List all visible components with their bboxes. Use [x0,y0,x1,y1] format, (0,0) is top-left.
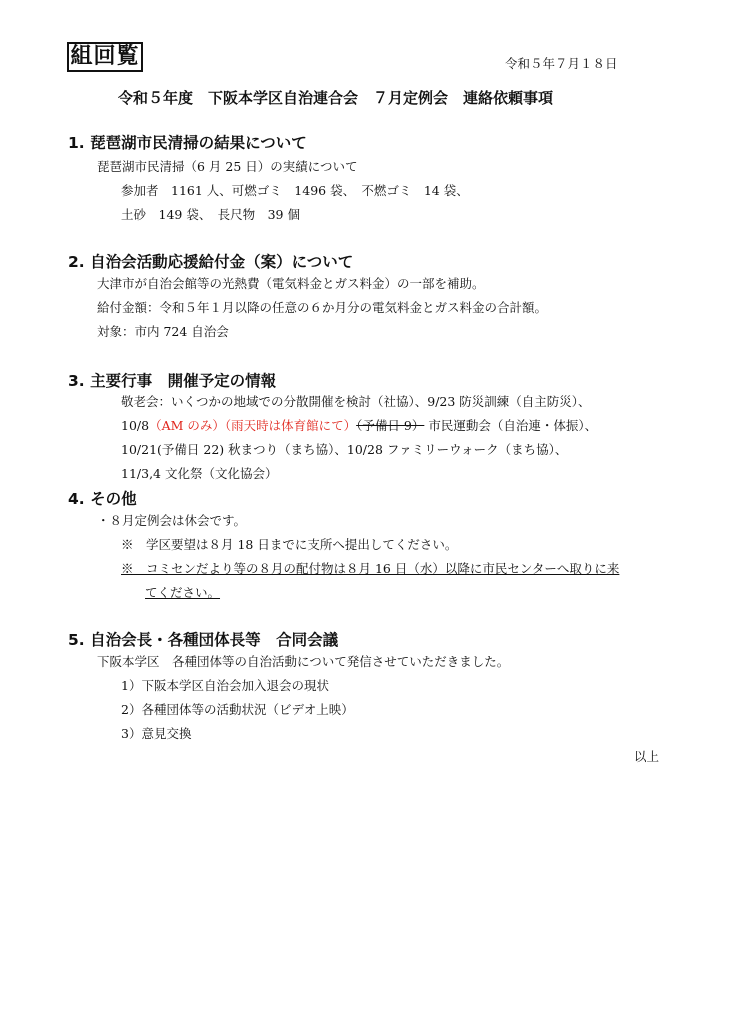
section-5-line: 下阪本学区 各種団体等の自治活動について発信させていただきました。 [97,654,510,669]
section-5-heading: 5. 自治会長・各種団体長等 合同会議 [68,631,339,649]
circulation-badge: 組回覧 [67,42,143,72]
section-1-line: 琵琶湖市民清掃（6 月 25 日）の実績について [97,159,358,174]
section-5-line: 3）意見交換 [121,726,192,741]
section-3-line: 11/3,4 文化祭（文化協会） [121,466,278,481]
event-struck-note: （予備日 9） [356,418,425,433]
closing-text: 以上 [634,749,660,764]
section-4-line: てください。 [145,585,221,600]
section-3-line [121,416,597,434]
section-5-line: 1）下阪本学区自治会加入退会の現状 [121,678,329,693]
event-date: 10/8 [121,418,150,433]
section-4-line: ※ コミセンだより等の８月の配付物は８月 16 日（水）以降に市民センターへ取りに来 [121,561,620,576]
section-2-line: 給付金額：令和５年１月以降の任意の６か月分の電気料金とガス料金の合計額。 [97,300,548,315]
section-1-line: 参加者 1161 人、可燃ゴミ 1496 袋、 不燃ゴミ 14 袋、 [121,183,469,198]
section-3-line: 敬老会：いくつかの地域での分散開催を検討（社協）、9/23 防災訓練（自主防災）、 [121,394,591,409]
section-2-line: 大津市が自治会館等の光熱費（電気料金とガス料金）の一部を補助。 [97,276,485,291]
section-3-line: 10/21(予備日 22) 秋まつり（まち協）、10/28 ファミリーウォーク（まち協）、 [121,442,568,457]
section-2-heading: 2. 自治会活動応援給付金（案）について [68,253,354,271]
section-4-heading: 4. その他 [68,490,137,508]
section-1-heading: 1. 琵琶湖市民清掃の結果について [68,134,307,152]
event-name: 市民運動会（自治連・体振）、 [428,418,598,433]
event-note-red: （AM のみ）（雨天時は体育館にて） [149,418,357,433]
document-date: 令和５年７月１８日 [505,56,618,71]
document-title: 令和５年度 下阪本学区自治連合会 ７月定例会 連絡依頼事項 [118,89,554,107]
section-4-line: ※ 学区要望は８月 18 日までに支所へ提出してください。 [121,537,458,552]
section-2-line: 対象：市内 724 自治会 [97,324,229,339]
section-5-line: 2）各種団体等の活動状況（ビデオ上映） [121,702,354,717]
section-4-line: ・８月定例会は休会です。 [97,513,247,528]
section-3-heading: 3. 主要行事 開催予定の情報 [68,372,277,390]
section-1-line: 土砂 149 袋、 長尺物 39 個 [121,207,300,222]
